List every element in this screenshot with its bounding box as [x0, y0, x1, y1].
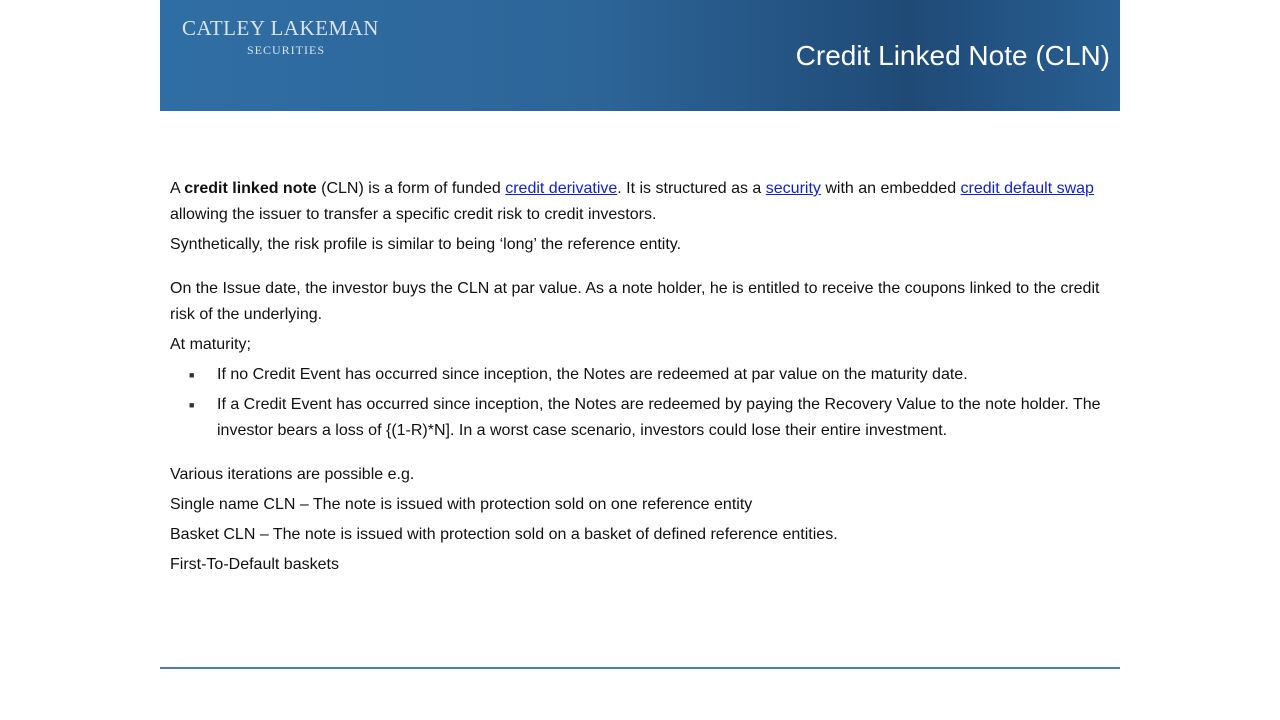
link-security[interactable]: security [765, 180, 821, 197]
list-item [170, 392, 1110, 444]
intro-text-e: allowing the issuer to transfer a specific credit risk to credit investors. [170, 206, 657, 223]
intro-text-d: with an embedded [820, 180, 961, 197]
iteration-item: First-To-Default baskets [170, 556, 339, 573]
iteration-item: Single name CLN – The note is issued with protection sold on one reference entity [170, 496, 753, 513]
slide-content [170, 176, 1110, 582]
footer-divider [160, 667, 1120, 669]
bullet-text: If no Credit Event has occurred since inception, the Notes are redeemed at par value on the maturity date. [217, 366, 968, 383]
issue-date-paragraph: On the Issue date, the investor buys the CLN at par value. As a note holder, he is entitled to receive the coupons linked to the credit risk of the underlying. [170, 280, 1100, 323]
slide [160, 0, 1120, 720]
intro-text-b: (CLN) is a form of funded [316, 180, 506, 197]
link-credit-default-swap[interactable]: credit default swap [960, 180, 1094, 197]
intro-bold-term: credit linked note [184, 180, 317, 197]
bullet-text: If a Credit Event has occurred since inception, the Notes are redeemed by paying the Recovery Value to the note holder. The investor bears a loss of {(1-R)*N]. In a worst case scenario, investors could lose their entire investment. [217, 396, 1101, 439]
square-bullet-icon: ■ [189, 400, 195, 410]
iterations-intro: Various iterations are possible e.g. [170, 466, 415, 483]
slide-title: Credit Linked Note (CLN) [795, 40, 1110, 71]
intro-text-c: . It is structured as a [617, 180, 766, 197]
maturity-bullet-list [170, 362, 1110, 444]
risk-profile-paragraph: Synthetically, the risk profile is similar to being ‘long’ the reference entity. [170, 236, 682, 253]
square-bullet-icon: ■ [189, 370, 195, 380]
intro-paragraph [170, 176, 1110, 228]
list-item [170, 362, 1110, 388]
brand-logo-subtext: SECURITIES [247, 43, 326, 57]
intro-text-a: A [170, 180, 185, 197]
link-credit-derivative[interactable]: credit derivative [505, 180, 618, 197]
maturity-label: At maturity; [170, 336, 251, 353]
brand-logo-text: CATLEY LAKEMAN [182, 16, 379, 40]
header-banner [160, 0, 1120, 111]
iteration-item: Basket CLN – The note is issued with protection sold on a basket of defined reference entities. [170, 526, 838, 543]
